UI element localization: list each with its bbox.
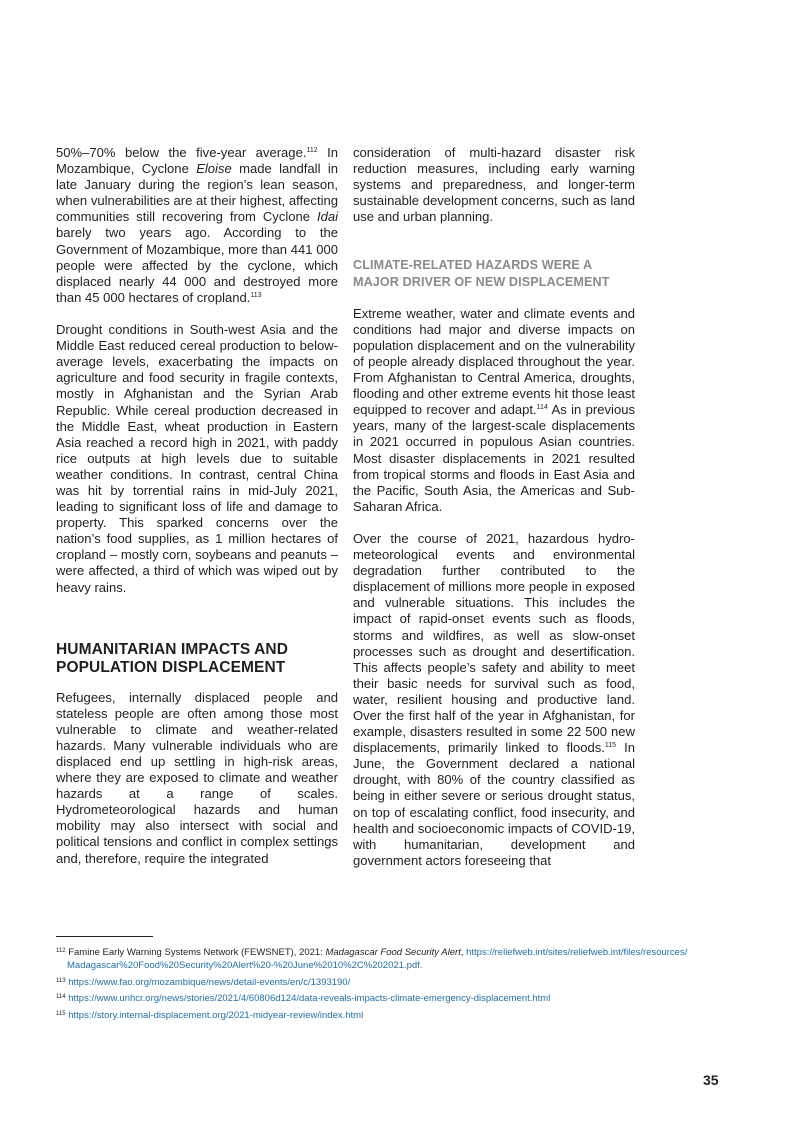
footnote-112: $^{112}$ Famine Early Warning Systems Network (FEWSNET), 2021: Madagascar Food Security Alert, https:/​/​reliefweb.int/​sites/​reliefweb.int/​files/​resources/​Madagascar%20Food%20Security%20Alert%20-%20June%2010%2C%202021.pdf. [56,947,688,971]
footnote-114: $^{114}$ https:/​/​www.unhcr.org/​news/​stories/​2021/​4/​60806d124/​data-reveals-impacts-climate-emergency-displacement.html [56,993,551,1004]
footnote-113: $^{113}$ https:/​/​www.fao.org/​mozambique/​news/​detail-events/​en/​c/​1393190/​ [56,976,351,988]
footnote-link-112[interactable]: https:/​/​reliefweb.int/​sites/​reliefweb.int/​files/​resources/​Madagascar%20Food%20Security%20Alert%20-%20June%2010%2C%202021.pdf [67,947,688,971]
footnote-ref-115[interactable]: 115 [604,742,617,750]
paragraph-consideration: consideration of multi-hazard disaster risk reduction measures, including early warning systems and preparedness, and longer-term sustainable development concerns, such as land use and urban planning. [353,145,635,225]
paragraph-drought: Drought conditions in South-west Asia and the Middle East reduced cereal production to below-average levels, exacerbating the impacts on agriculture and food security in fragile contexts, mostly in Afghanistan and the Syrian Arab Republic. While cereal production decreased in the Middle East, wheat production in Eastern Asia reached a record high in 2021, with paddy rice outputs at high levels due to suitable weather conditions. In contrast, central China was hit by torrential rains in mid-July 2021, leading to significant loss of life and damage to property. This sparked concerns over the nation’s food supplies, as 1 million hectares of cropland – mostly corn, soybeans and peanuts – were affected, a third of which was wiped out by heavy rains. [56,322,338,595]
subheading-climate-hazards: CLIMATE-RELATED HAZARDS WERE A MAJOR DRIVER OF NEW DISPLACEMENT [353,258,610,289]
cyclone-idai: Idai [316,209,338,225]
footnote-ref-112[interactable]: 112 [306,147,318,154]
paragraph-refugees: Refugees, internally displaced people and stateless people are often among those most vulnerable to climate and weather-related hazards. Many vulnerable individuals who are displaced end up settling in high-risk areas, where they are exposed to climate and weather hazards at a range of scales. Hydrometeorological hazards and human mobility may also intersect with social and political tensions and conflict in complex settings and, therefore, require the integrated [56,689,338,866]
paragraph-extreme-weather: Extreme weather, water and climate events and conditions had major and diverse impacts on population displacement and on the vulnerability of people already displaced throughout the year. From Afghanistan to Central America, droughts, flooding and other extreme events hit those least equipped to recover and adapt.$^{114}$ As in previous years, many of the largest-scale displacements in 2021 occurred in populous Asian countries. Most disaster displacements in 2021 resulted from tropical storms and floods in East Asia and the Pacific, South Asia, the Americas and Sub-Saharan Africa. [353,305,635,514]
footnote-link-115[interactable]: https:/​/​story.internal-displacement.org/​2021-midyear-review/​index.html [68,1009,364,1021]
page-number: 35 [703,1072,719,1088]
footnote-link-113[interactable]: https:/​/​www.fao.org/​mozambique/​news/​detail-events/​en/​c/​1393190/​ [68,976,351,988]
footnote-115: $^{115}$ https:/​/​story.internal-displacement.org/​2021-midyear-review/​index.html [56,1009,364,1021]
right-column [353,145,635,869]
footnote-link-114[interactable]: https:/​/​www.unhcr.org/​news/​stories/​2021/​4/​60806d124/​data-reveals-impacts-climate-emergency-displacement.html [68,993,551,1004]
footnotes [56,946,736,1025]
paragraph-hydrometeorological: Over the course of 2021, hazardous hydrometeorological events and environmental degradation further contributed to the displacement of millions more people in exposed and vulnerable situations. This includes the impact of rapid-onset events such as floods, storms and wildfires, as well as slow-onset processes such as drought and desertification. This affects people’s safety and ability to meet their basic needs for survival such as food, water, resilient housing and productive land. Over the first half of the year in Afghanistan, for example, disasters resulted in some 22 500 new displacements, primarily linked to floods.$^{115}$ In June, the Government declared a national drought, with 80% of the country classified as being in either severe or serious drought status, on top of escalating conflict, food insecurity, and health and socioeconomic impacts of COVID-19, with humanitarian, development and government actors foreseeing that [353,530,635,868]
section-heading-humanitarian: HUMANITARIAN IMPACTS AND POPULATION DISPLACEMENT [56,640,289,676]
cyclone-eloise: Eloise [196,161,232,177]
paragraph-mozambique: 50%–70% below the five-year average.$^{112}$ In Mozambique, Cyclone Eloise made landfall in late January during the region’s lean season, when vulnerabilities are at their highest, affecting communities still recovering from Cyclone Idai barely two years ago. According to the Government of Mozambique, more than 441 000 people were affected by the cyclone, which displaced nearly 44 000 and destroyed more than 45 000 hectares of cropland.$^{113}$ [56,145,338,305]
footnote-divider [56,936,153,937]
left-column [56,145,338,867]
footnote-ref-114[interactable]: 114 [536,404,548,412]
footnote-ref-113[interactable]: 113 [250,291,262,299]
